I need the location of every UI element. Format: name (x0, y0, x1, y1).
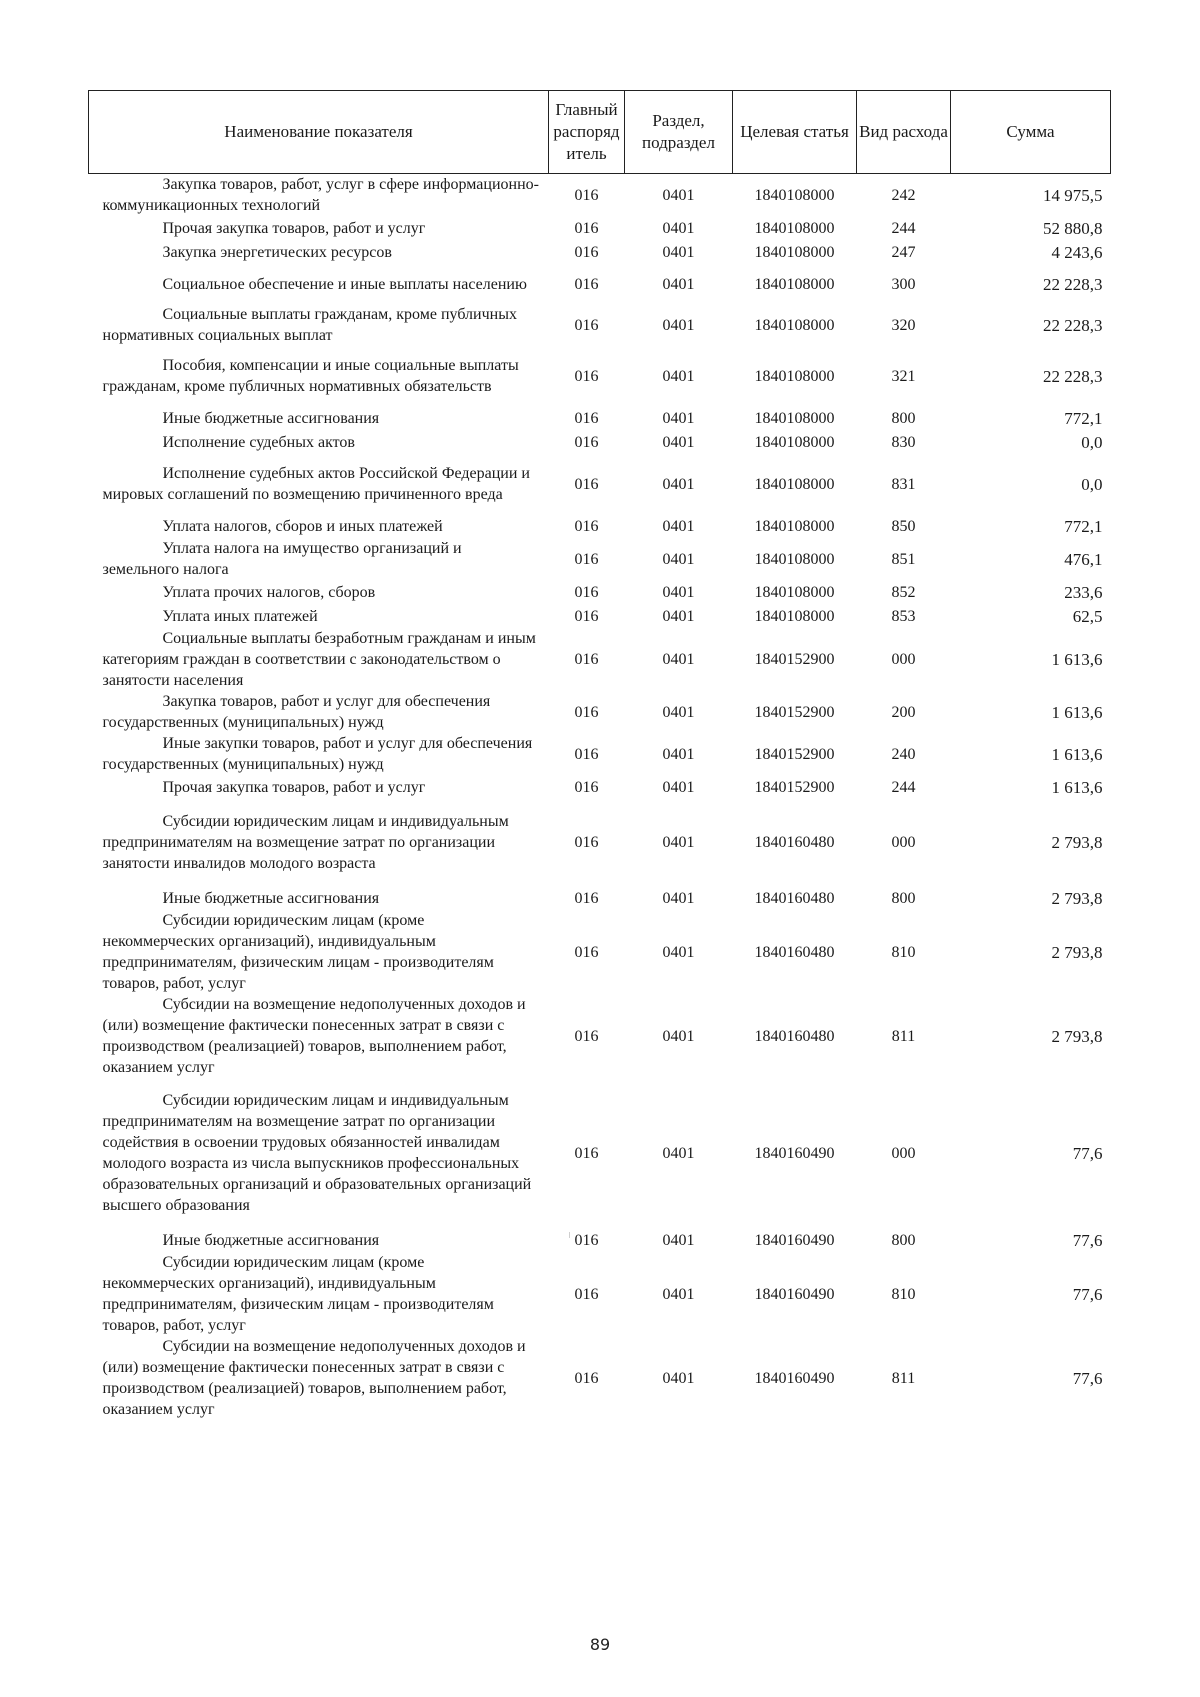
row-section-cell: 0401 (662, 583, 695, 601)
table-row (89, 454, 1111, 514)
row-section-cell: 0401 (662, 550, 695, 568)
row-main-manager-cell: 016 (574, 275, 599, 293)
header-sum: Сумма (951, 91, 1111, 174)
row-target-article-cell: 1840160480 (754, 1027, 835, 1045)
row-name-text: Субсидии юридическим лицам и индивидуальным предпринимателям на возмещение затрат по организации занятости инвалидов молодого возраста (102, 813, 509, 872)
row-sum-cell: 772,1 (1064, 408, 1103, 428)
row-target-article-cell: 1840108000 (754, 409, 835, 427)
table-row (89, 1228, 1111, 1252)
row-section-cell: 0401 (662, 475, 695, 493)
header-expense-kind: Вид расхода (857, 91, 951, 174)
row-name-text: Субсидии на возмещение недополученных доходов и (или) возмещение фактически понесенных затрат в связи с производством (реализацией) товаров, выполнением работ, оказанием услуг (102, 996, 526, 1076)
row-name-cell (89, 1336, 549, 1420)
row-name-text: Социальное обеспечение и иные выплаты населению (162, 275, 527, 293)
row-name-text: Исполнение судебных актов (162, 433, 355, 451)
row-expense-kind-cell: 320 (891, 316, 916, 334)
row-name-cell (89, 910, 549, 994)
row-name-cell (89, 264, 549, 304)
row-target-article-cell: 1840108000 (754, 367, 835, 385)
row-target-article-cell: 1840160480 (754, 834, 835, 851)
row-section-cell: 0401 (662, 1369, 695, 1387)
row-section-cell: 0401 (662, 243, 695, 261)
row-name-text: Прочая закупка товаров, работ и услуг (162, 219, 426, 237)
row-target-article-cell: 1840160490 (754, 1285, 835, 1303)
row-sum-cell: 52 880,8 (1043, 218, 1103, 238)
row-expense-kind-cell: 811 (891, 1369, 916, 1387)
row-main-manager-cell: 016 (574, 1285, 599, 1303)
row-name-text: Иные бюджетные ассигнования (162, 1231, 380, 1249)
table-row (89, 775, 1111, 799)
row-name-cell (89, 886, 549, 910)
row-target-article-cell: 1840108000 (754, 275, 835, 293)
row-main-manager-cell: 016 (574, 1369, 599, 1387)
row-sum-cell: 1 613,6 (1051, 744, 1103, 764)
row-sum-cell: 2 793,8 (1051, 833, 1103, 852)
row-main-manager-cell: 016 (574, 367, 599, 385)
row-main-manager-cell: 016 (574, 409, 599, 427)
row-expense-kind-cell: 242 (891, 186, 916, 204)
table-row (89, 1336, 1111, 1420)
row-sum-cell: 1 613,6 (1051, 702, 1103, 722)
row-name-cell (89, 994, 549, 1078)
row-name-text: Субсидии на возмещение недополученных доходов и (или) возмещение фактически понесенных затрат в связи с производством (реализацией) товаров, выполнением работ, оказанием услуг (102, 1338, 526, 1418)
row-main-manager-cell: 016 (574, 943, 599, 961)
table-row (89, 811, 1111, 874)
row-expense-kind-cell: 852 (891, 583, 916, 601)
row-name-cell (89, 430, 549, 454)
row-spacer-cell (89, 1216, 1111, 1228)
row-target-article-cell: 1840108000 (754, 316, 835, 334)
row-target-article-cell: 1840108000 (754, 517, 835, 535)
row-expense-kind-cell: 000 (891, 1144, 916, 1162)
row-sum-cell: 77,6 (1072, 1230, 1103, 1250)
table-body (89, 174, 1111, 1421)
row-name-text: Уплата налога на имущество организаций и земельного налога (102, 540, 462, 578)
row-name-text: Уплата налогов, сборов и иных платежей (162, 517, 443, 535)
row-expense-kind-cell: 244 (891, 219, 916, 237)
table-row (89, 304, 1111, 346)
row-section-cell: 0401 (662, 186, 695, 204)
table-row (89, 240, 1111, 264)
row-main-manager-cell: 016 (574, 517, 599, 535)
row-name-text: Субсидии юридическим лицам (кроме некоммерческих организаций), индивидуальным предпринимателям, физическим лицам - производителям товаров, работ, услуг (102, 1254, 494, 1334)
row-section-cell: 0401 (662, 834, 695, 851)
row-section-cell: 0401 (662, 745, 695, 763)
row-sum-cell: 62,5 (1072, 606, 1103, 626)
header-target-article: Целевая статья (733, 91, 857, 174)
row-target-article-cell: 1840152900 (754, 651, 835, 668)
row-section-cell: 0401 (662, 517, 695, 535)
table-row (89, 628, 1111, 691)
table-row (89, 430, 1111, 454)
row-expense-kind-cell: 810 (891, 1285, 916, 1303)
row-name-cell (89, 604, 549, 628)
table-row (89, 514, 1111, 538)
row-section-cell: 0401 (662, 409, 695, 427)
row-section-cell: 0401 (662, 367, 695, 385)
row-name-text: Уплата прочих налогов, сборов (162, 583, 376, 601)
row-main-manager-cell: 016 (574, 889, 599, 907)
row-section-cell: 0401 (662, 1027, 695, 1045)
row-expense-kind-cell: 247 (891, 243, 916, 261)
row-name-cell (89, 733, 549, 775)
row-expense-kind-cell: 200 (891, 703, 916, 721)
row-target-article-cell: 1840160490 (754, 1144, 835, 1162)
row-spacer (89, 874, 1111, 886)
row-expense-kind-cell: 000 (891, 651, 916, 668)
row-spacer (89, 799, 1111, 811)
row-section-cell: 0401 (662, 703, 695, 721)
row-name-cell (89, 514, 549, 538)
row-name-cell (89, 628, 549, 691)
row-expense-kind-cell: 800 (891, 889, 916, 907)
row-name-text: Уплата иных платежей (162, 607, 318, 625)
header-main-manager: Главный распоряд итель (549, 91, 625, 174)
row-main-manager-cell: 016 (574, 1231, 599, 1249)
row-section-cell: 0401 (662, 943, 695, 961)
row-main-manager-cell: 016 (574, 834, 599, 851)
row-name-text: Исполнение судебных актов Российской Федерации и мировых соглашений по возмещению причиненного вреда (102, 465, 530, 503)
row-target-article-cell: 1840160480 (754, 889, 835, 907)
row-target-article-cell: 1840108000 (754, 186, 835, 204)
table-row (89, 604, 1111, 628)
row-section-cell: 0401 (662, 889, 695, 907)
row-section-cell: 0401 (662, 275, 695, 293)
row-main-manager-cell: 016 (574, 583, 599, 601)
row-main-manager-cell: 016 (574, 243, 599, 261)
row-name-text: Закупка товаров, работ и услуг для обеспечения государственных (муниципальных) нужд (102, 693, 491, 731)
row-expense-kind-cell: 831 (891, 475, 916, 493)
row-main-manager-cell: 016 (574, 550, 599, 568)
row-section-cell: 0401 (662, 607, 695, 625)
row-spacer (89, 1216, 1111, 1228)
table-row (89, 1090, 1111, 1216)
table-row (89, 538, 1111, 580)
row-sum-cell: 476,1 (1064, 549, 1103, 569)
row-sum-cell: 77,6 (1072, 1143, 1103, 1163)
row-name-text: Иные бюджетные ассигнования (162, 409, 380, 427)
row-name-text: Субсидии юридическим лицам и индивидуальным предпринимателям на возмещение затрат по организации содействия в освоении трудовых обязанностей инвалидам молодого возраста из числа выпускников профессиональных образовательных организаций и образовательных организаций высшего образования (102, 1092, 532, 1214)
row-name-cell (89, 775, 549, 799)
row-target-article-cell: 1840152900 (754, 745, 835, 763)
row-expense-kind-cell: 850 (891, 517, 916, 535)
row-sum-cell: 772,1 (1064, 516, 1103, 536)
row-name-cell (89, 174, 549, 217)
row-name-cell (89, 1252, 549, 1336)
row-sum-cell: 22 228,3 (1043, 315, 1103, 335)
row-sum-cell: 233,6 (1064, 582, 1103, 602)
row-sum-cell: 0,0 (1081, 432, 1103, 452)
table-row (89, 216, 1111, 240)
row-main-manager-cell: 016 (574, 703, 599, 721)
row-target-article-cell: 1840108000 (754, 475, 835, 493)
row-name-cell (89, 1228, 549, 1252)
row-sum-cell: 22 228,3 (1043, 366, 1103, 386)
row-target-article-cell: 1840108000 (754, 550, 835, 568)
row-sum-cell: 14 975,5 (1043, 185, 1103, 205)
header-section: Раздел, подраздел (625, 91, 733, 174)
table-row (89, 264, 1111, 304)
table-row (89, 691, 1111, 733)
table-row (89, 886, 1111, 910)
row-name-cell (89, 1090, 549, 1216)
row-name-cell (89, 454, 549, 514)
table-row (89, 406, 1111, 430)
row-expense-kind-cell: 830 (891, 433, 916, 451)
row-sum-cell: 2 793,8 (1051, 888, 1103, 908)
row-name-cell (89, 691, 549, 733)
row-name-cell (89, 240, 549, 264)
row-expense-kind-cell: 800 (891, 1231, 916, 1249)
row-main-manager-cell: 016 (574, 1027, 599, 1045)
row-name-cell (89, 811, 549, 874)
row-main-manager-cell: 016 (574, 475, 599, 493)
row-target-article-cell: 1840108000 (754, 607, 835, 625)
table-header (89, 91, 1111, 174)
row-target-article-cell: 1840108000 (754, 433, 835, 451)
row-section-cell: 0401 (662, 778, 695, 796)
row-expense-kind-cell: 851 (891, 550, 916, 568)
row-name-text: Прочая закупка товаров, работ и услуг (162, 778, 426, 796)
row-expense-kind-cell: 300 (891, 275, 916, 293)
row-main-manager-cell: 016 (574, 778, 599, 796)
header-name: Наименование показателя (89, 91, 549, 174)
table-row (89, 733, 1111, 775)
row-main-manager-cell: 016 (574, 651, 599, 668)
row-sum-cell: 1 613,6 (1051, 777, 1103, 797)
row-target-article-cell: 1840160490 (754, 1369, 835, 1387)
row-expense-kind-cell: 321 (891, 367, 916, 385)
row-main-manager-cell: 016 (574, 186, 599, 204)
row-section-cell: 0401 (662, 1144, 695, 1162)
table-row (89, 346, 1111, 406)
row-sum-cell: 22 228,3 (1043, 274, 1103, 294)
row-section-cell: 0401 (662, 1285, 695, 1303)
table-row (89, 580, 1111, 604)
row-target-article-cell: 1840160490 (754, 1231, 835, 1249)
row-spacer-cell (89, 874, 1111, 886)
scan-artifact (569, 1232, 570, 1238)
row-target-article-cell: 1840108000 (754, 583, 835, 601)
row-main-manager-cell: 016 (574, 219, 599, 237)
row-name-cell (89, 406, 549, 430)
row-main-manager-cell: 016 (574, 745, 599, 763)
page-number: 89 (589, 1635, 611, 1654)
row-section-cell: 0401 (662, 1231, 695, 1249)
row-section-cell: 0401 (662, 433, 695, 451)
row-name-text: Социальные выплаты гражданам, кроме публичных нормативных социальных выплат (102, 306, 517, 344)
row-expense-kind-cell: 811 (891, 1027, 916, 1045)
table-row (89, 910, 1111, 994)
row-sum-cell: 2 793,8 (1051, 1026, 1103, 1046)
row-section-cell: 0401 (662, 651, 695, 668)
row-sum-cell: 77,6 (1072, 1284, 1103, 1304)
row-sum-cell: 1 613,6 (1051, 650, 1103, 669)
row-sum-cell: 77,6 (1072, 1368, 1103, 1388)
row-name-text: Социальные выплаты безработным гражданам и иным категориям граждан в соответствии с законодательством о занятости населения (102, 630, 536, 689)
row-target-article-cell: 1840160480 (754, 943, 835, 961)
table-row (89, 174, 1111, 217)
row-expense-kind-cell: 000 (891, 834, 916, 851)
row-name-text: Иные закупки товаров, работ и услуг для обеспечения государственных (муниципальных) нужд (102, 735, 533, 773)
row-section-cell: 0401 (662, 316, 695, 334)
row-main-manager-cell: 016 (574, 433, 599, 451)
row-name-cell (89, 580, 549, 604)
row-target-article-cell: 1840152900 (754, 703, 835, 721)
row-main-manager-cell: 016 (574, 316, 599, 334)
row-name-text: Пособия, компенсации и иные социальные выплаты гражданам, кроме публичных нормативных обязательств (102, 357, 519, 395)
row-name-cell (89, 346, 549, 406)
row-expense-kind-cell: 853 (891, 607, 916, 625)
row-name-cell (89, 538, 549, 580)
row-main-manager-cell: 016 (574, 607, 599, 625)
row-expense-kind-cell: 800 (891, 409, 916, 427)
row-name-cell (89, 216, 549, 240)
row-name-cell (89, 304, 549, 346)
budget-table (88, 90, 1111, 1420)
row-target-article-cell: 1840108000 (754, 243, 835, 261)
row-expense-kind-cell: 810 (891, 943, 916, 961)
row-spacer-cell (89, 799, 1111, 811)
row-section-cell: 0401 (662, 219, 695, 237)
row-sum-cell: 2 793,8 (1051, 942, 1103, 962)
table-row (89, 994, 1111, 1078)
row-name-text: Субсидии юридическим лицам (кроме некоммерческих организаций), индивидуальным предпринимателям, физическим лицам - производителям товаров, работ, услуг (102, 912, 494, 992)
row-sum-cell: 0,0 (1081, 474, 1103, 494)
table-row (89, 1252, 1111, 1336)
row-target-article-cell: 1840108000 (754, 219, 835, 237)
row-name-text: Закупка товаров, работ, услуг в сфере информационно-коммуникационных технологий (102, 176, 539, 214)
row-name-text: Закупка энергетических ресурсов (162, 243, 392, 261)
row-sum-cell: 4 243,6 (1051, 242, 1103, 262)
row-spacer (89, 1078, 1111, 1090)
row-expense-kind-cell: 244 (891, 778, 916, 796)
row-expense-kind-cell: 240 (891, 745, 916, 763)
row-spacer-cell (89, 1078, 1111, 1090)
row-target-article-cell: 1840152900 (754, 778, 835, 796)
row-main-manager-cell: 016 (574, 1144, 599, 1162)
row-name-text: Иные бюджетные ассигнования (162, 889, 380, 907)
